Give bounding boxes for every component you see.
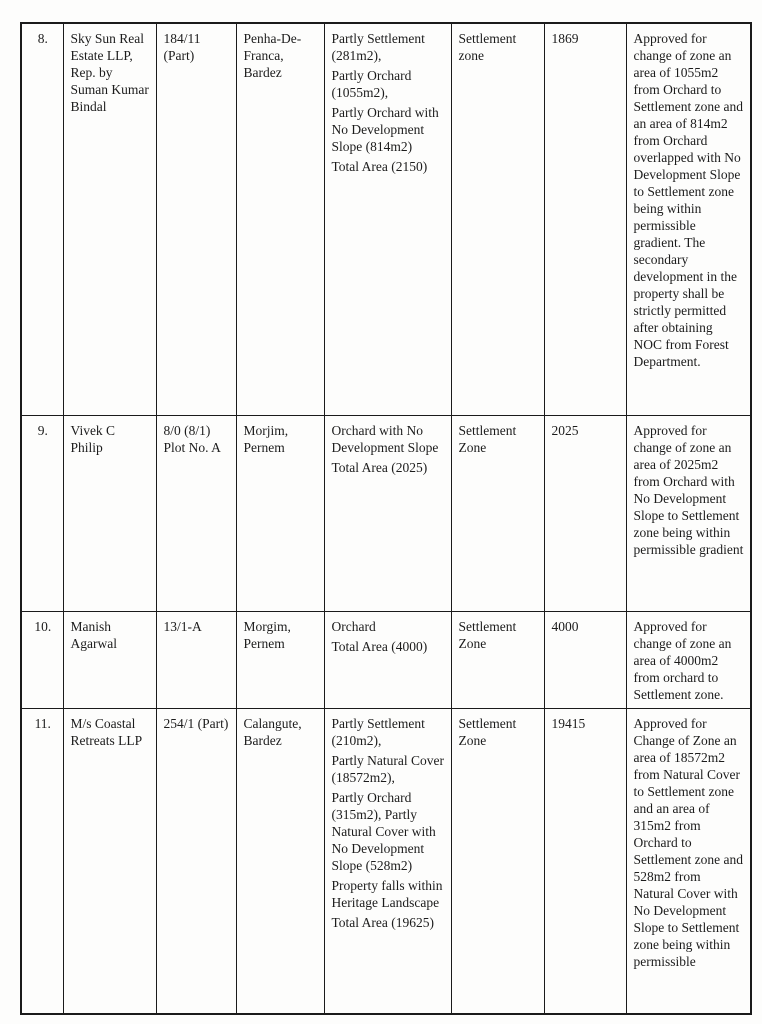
village-cell: Morjim, Pernem <box>236 415 324 611</box>
decision-cell: Approved for change of zone an area of 1055m2 from Orchard to Settlement zone and an area of 814m2 from Orchard overlapped with No Development Slope to Settlement zone being within permissible gradient. The secondary development in the property shall be strictly permitted after obtaining NOC from Forest Department. <box>626 23 751 415</box>
area-cell: 2025 <box>544 415 626 611</box>
proposed-zone-cell: Settlement Zone <box>451 708 544 1014</box>
serial-cell: 9. <box>21 415 63 611</box>
applicant-cell: Sky Sun Real Estate LLP, Rep. by Suman Kumar Bindal <box>63 23 156 415</box>
table-row <box>21 708 751 1014</box>
zone-line: Property falls within Heritage Landscape <box>331 877 443 910</box>
proposed-zone-cell: Settlement zone <box>451 23 544 415</box>
zone-line: Partly Settlement (210m2), <box>331 715 425 748</box>
zone-line: Partly Settlement (281m2), <box>331 31 425 63</box>
decision-cell: Approved for change of zone an area of 4000m2 from orchard to Settlement zone. <box>626 611 751 708</box>
applicant-cell: Manish Agarwal <box>63 611 156 708</box>
area-cell: 1869 <box>544 23 626 415</box>
table-row <box>21 23 751 415</box>
survey-number-cell: 184/11 (Part) <box>156 23 236 415</box>
zone-line: Total Area (19625) <box>331 914 435 930</box>
proposed-zone-cell: Settlement Zone <box>451 611 544 708</box>
survey-number-cell: 8/0 (8/1) Plot No. A <box>156 415 236 611</box>
zone-line: Total Area (2025) <box>331 459 428 475</box>
zone-change-table <box>20 22 752 1015</box>
decision-cell: Approved for Change of Zone an area of 18572m2 from Natural Cover to Settlement zone and an area of 315m2 from Orchard to Settlement zone and 528m2 from Natural Cover with No Development Slope to Settlement zone being within permissible <box>626 708 751 1014</box>
village-cell: Morgim, Pernem <box>236 611 324 708</box>
applicant-cell: Vivek C Philip <box>63 415 156 611</box>
area-cell: 4000 <box>544 611 626 708</box>
existing-zone-cell <box>324 708 451 1014</box>
zone-line: Partly Natural Cover (18572m2), <box>331 752 444 785</box>
zone-line: Partly Orchard (1055m2), <box>331 68 412 100</box>
proposed-zone-cell: Settlement Zone <box>451 415 544 611</box>
applicant-cell: M/s Coastal Retreats LLP <box>63 708 156 1014</box>
zone-line: Orchard <box>331 618 376 634</box>
existing-zone-cell <box>324 415 451 611</box>
zone-line: Total Area (4000) <box>331 638 428 654</box>
zone-line: Partly Orchard (315m2), Partly Natural Cover with No Development Slope (528m2) <box>331 789 436 873</box>
zone-line: Orchard with No Development Slope <box>331 422 439 455</box>
decision-cell: Approved for change of zone an area of 2025m2 from Orchard with No Development Slope to Settlement zone being within permissible gradient <box>626 415 751 611</box>
table-row <box>21 415 751 611</box>
serial-cell: 8. <box>21 23 63 415</box>
village-cell: Calangute, Bardez <box>236 708 324 1014</box>
existing-zone-cell <box>324 611 451 708</box>
zone-line: Total Area (2150) <box>331 159 428 174</box>
survey-number-cell: 13/1-A <box>156 611 236 708</box>
serial-cell: 11. <box>21 708 63 1014</box>
existing-zone-cell <box>324 23 451 415</box>
table-row <box>21 611 751 708</box>
serial-cell: 10. <box>21 611 63 708</box>
area-cell: 19415 <box>544 708 626 1014</box>
survey-number-cell: 254/1 (Part) <box>156 708 236 1014</box>
zone-line: Partly Orchard with No Development Slope (814m2) <box>331 105 439 154</box>
village-cell: Penha-De-Franca, Bardez <box>236 23 324 415</box>
